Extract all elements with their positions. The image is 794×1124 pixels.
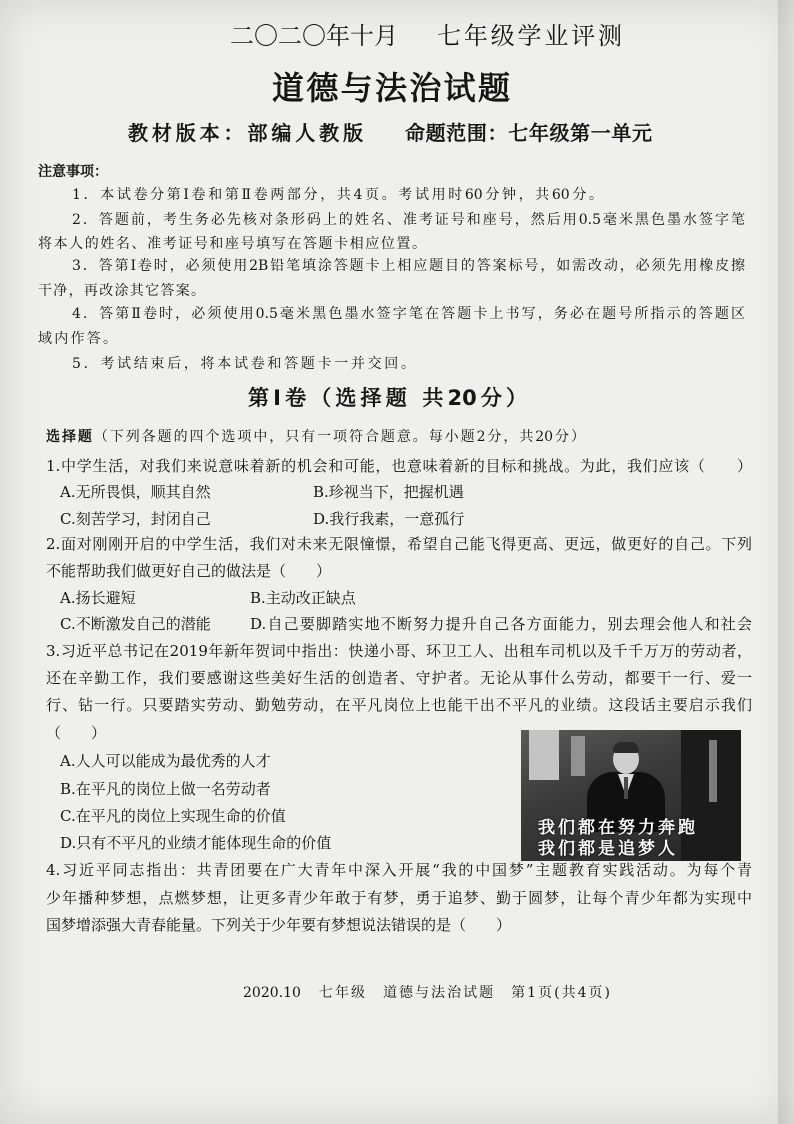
question-1-option-c: C.刻苦学习，封闭自己 bbox=[60, 510, 211, 528]
photo-person-hair bbox=[613, 742, 639, 753]
question-2-stem: 不能帮助我们做更好自己的做法是（ ） bbox=[46, 562, 332, 580]
notes-heading: 注意事项： bbox=[38, 164, 108, 180]
note-line: 干净，再改涂其它答案。 bbox=[38, 283, 205, 299]
exam-scope: 命题范围：七年级第一单元 bbox=[405, 121, 652, 145]
photo-light bbox=[709, 740, 717, 802]
question-4-stem: 少年播种梦想，点燃梦想，让更多青少年敢于有梦，勇于追梦、勤于圆梦，让每个青少年都为实现中 bbox=[46, 889, 752, 907]
exam-title: 道德与法治试题 bbox=[272, 69, 510, 107]
choice-instruction bbox=[46, 428, 585, 446]
note-line: 3．答第Ⅰ卷时，必须使用2B铅笔填涂答题卡上相应题目的答案标号，如需改动，必须先用橡皮擦 bbox=[72, 258, 745, 274]
question-1-option-b: B.珍视当下，把握机遇 bbox=[313, 483, 464, 501]
question-1-stem: 1.中学生活，对我们来说意味着新的机会和可能，也意味着新的目标和挑战。为此，我们应该（ ） bbox=[46, 457, 752, 475]
question-3-stem: 行、钻一行。只要踏实劳动、勤勉劳动，在平凡岗位上也能干出不平凡的业绩。这段话主要启示我们 bbox=[46, 696, 752, 714]
note-line: 5．考试结束后，将本试卷和答题卡一并交回。 bbox=[72, 356, 415, 372]
note-line: 域内作答。 bbox=[38, 331, 117, 347]
exam-date: 二〇二〇年十月 bbox=[230, 22, 398, 50]
question-1-option-a: A.无所畏惧，顺其自然 bbox=[60, 483, 211, 501]
page-footer: 2020.10 七年级 道德与法治试题 第1页(共4页) bbox=[243, 985, 610, 1001]
note-line: 1．本试卷分第Ⅰ卷和第Ⅱ卷两部分，共4页。考试用时60分钟，共60分。 bbox=[72, 187, 603, 203]
instruction-label: 选择题 bbox=[46, 429, 94, 445]
question-3-option-d: D.只有不平凡的业绩才能体现生命的价值 bbox=[60, 834, 332, 852]
section-title: 第Ⅰ卷（选择题 共20分） bbox=[248, 386, 527, 410]
question-3-stem: 3.习近平总书记在2019年新年贺词中指出：快递小哥、环卫工人、出租车司机以及千千万万的劳动者， bbox=[46, 642, 752, 660]
textbook-version: 教材版本：部编人教版 bbox=[128, 121, 363, 145]
assessment-name: 七年级学业评测 bbox=[437, 22, 622, 50]
question-2-option-b: B.主动改正缺点 bbox=[250, 589, 356, 607]
photo-caption-2: 我们都是追梦人 bbox=[538, 839, 678, 859]
question-3-option-c: C.在平凡的岗位上实现生命的价值 bbox=[60, 807, 286, 825]
question-2-stem: 2.面对刚刚开启的中学生活，我们对未来无限憧憬，希望自己能飞得更高、更远，做更好的自己。下列 bbox=[46, 535, 752, 553]
question-1-option-d: D.我行我素，一意孤行 bbox=[313, 510, 465, 528]
page-edge-shadow bbox=[778, 0, 794, 1124]
instruction-text: （下列各题的四个选项中，只有一项符合题意。每小题2分，共20分） bbox=[93, 429, 585, 445]
news-photo bbox=[521, 730, 741, 861]
question-3-answer-blank: （ ） bbox=[46, 724, 107, 742]
question-4-stem: 4.习近平同志指出：共青团要在广大青年中深入开展“我的中国梦”主题教育实践活动。为每个青 bbox=[46, 861, 752, 879]
question-3-stem: 还在辛勤工作，我们要感谢这些美好生活的创造者、守护者。无论从事什么劳动，都要干一行、爱一 bbox=[46, 669, 752, 687]
question-2-option-a: A.扬长避短 bbox=[60, 589, 136, 607]
question-3-option-a: A.人人可以能成为最优秀的人才 bbox=[60, 752, 271, 770]
question-2-option-c: C.不断激发自己的潜能 bbox=[60, 615, 211, 633]
question-3-option-b: B.在平凡的岗位上做一名劳动者 bbox=[60, 780, 271, 798]
question-2-option-d: D.自己要脚踏实地不断努力提升自己各方面能力，别去理会他人和社会 bbox=[250, 615, 752, 633]
photo-person-tie bbox=[624, 777, 628, 799]
note-line: 2．答题前，考生务必先核对条形码上的姓名、准考证号和座号，然后用0.5毫米黑色墨水签字笔 bbox=[72, 212, 745, 228]
photo-light bbox=[529, 730, 559, 780]
photo-caption-1: 我们都在努力奔跑 bbox=[538, 818, 698, 838]
note-line: 将本人的姓名、准考证号和座号填写在答题卡相应位置。 bbox=[38, 236, 426, 252]
note-line: 4．答第Ⅱ卷时，必须使用0.5毫米黑色墨水签字笔在答题卡上书写，务必在题号所指示的答题区 bbox=[72, 306, 745, 322]
photo-light bbox=[571, 736, 585, 776]
question-4-stem: 国梦增添强大青春能量。下列关于少年要有梦想说法错误的是（ ） bbox=[46, 916, 512, 934]
